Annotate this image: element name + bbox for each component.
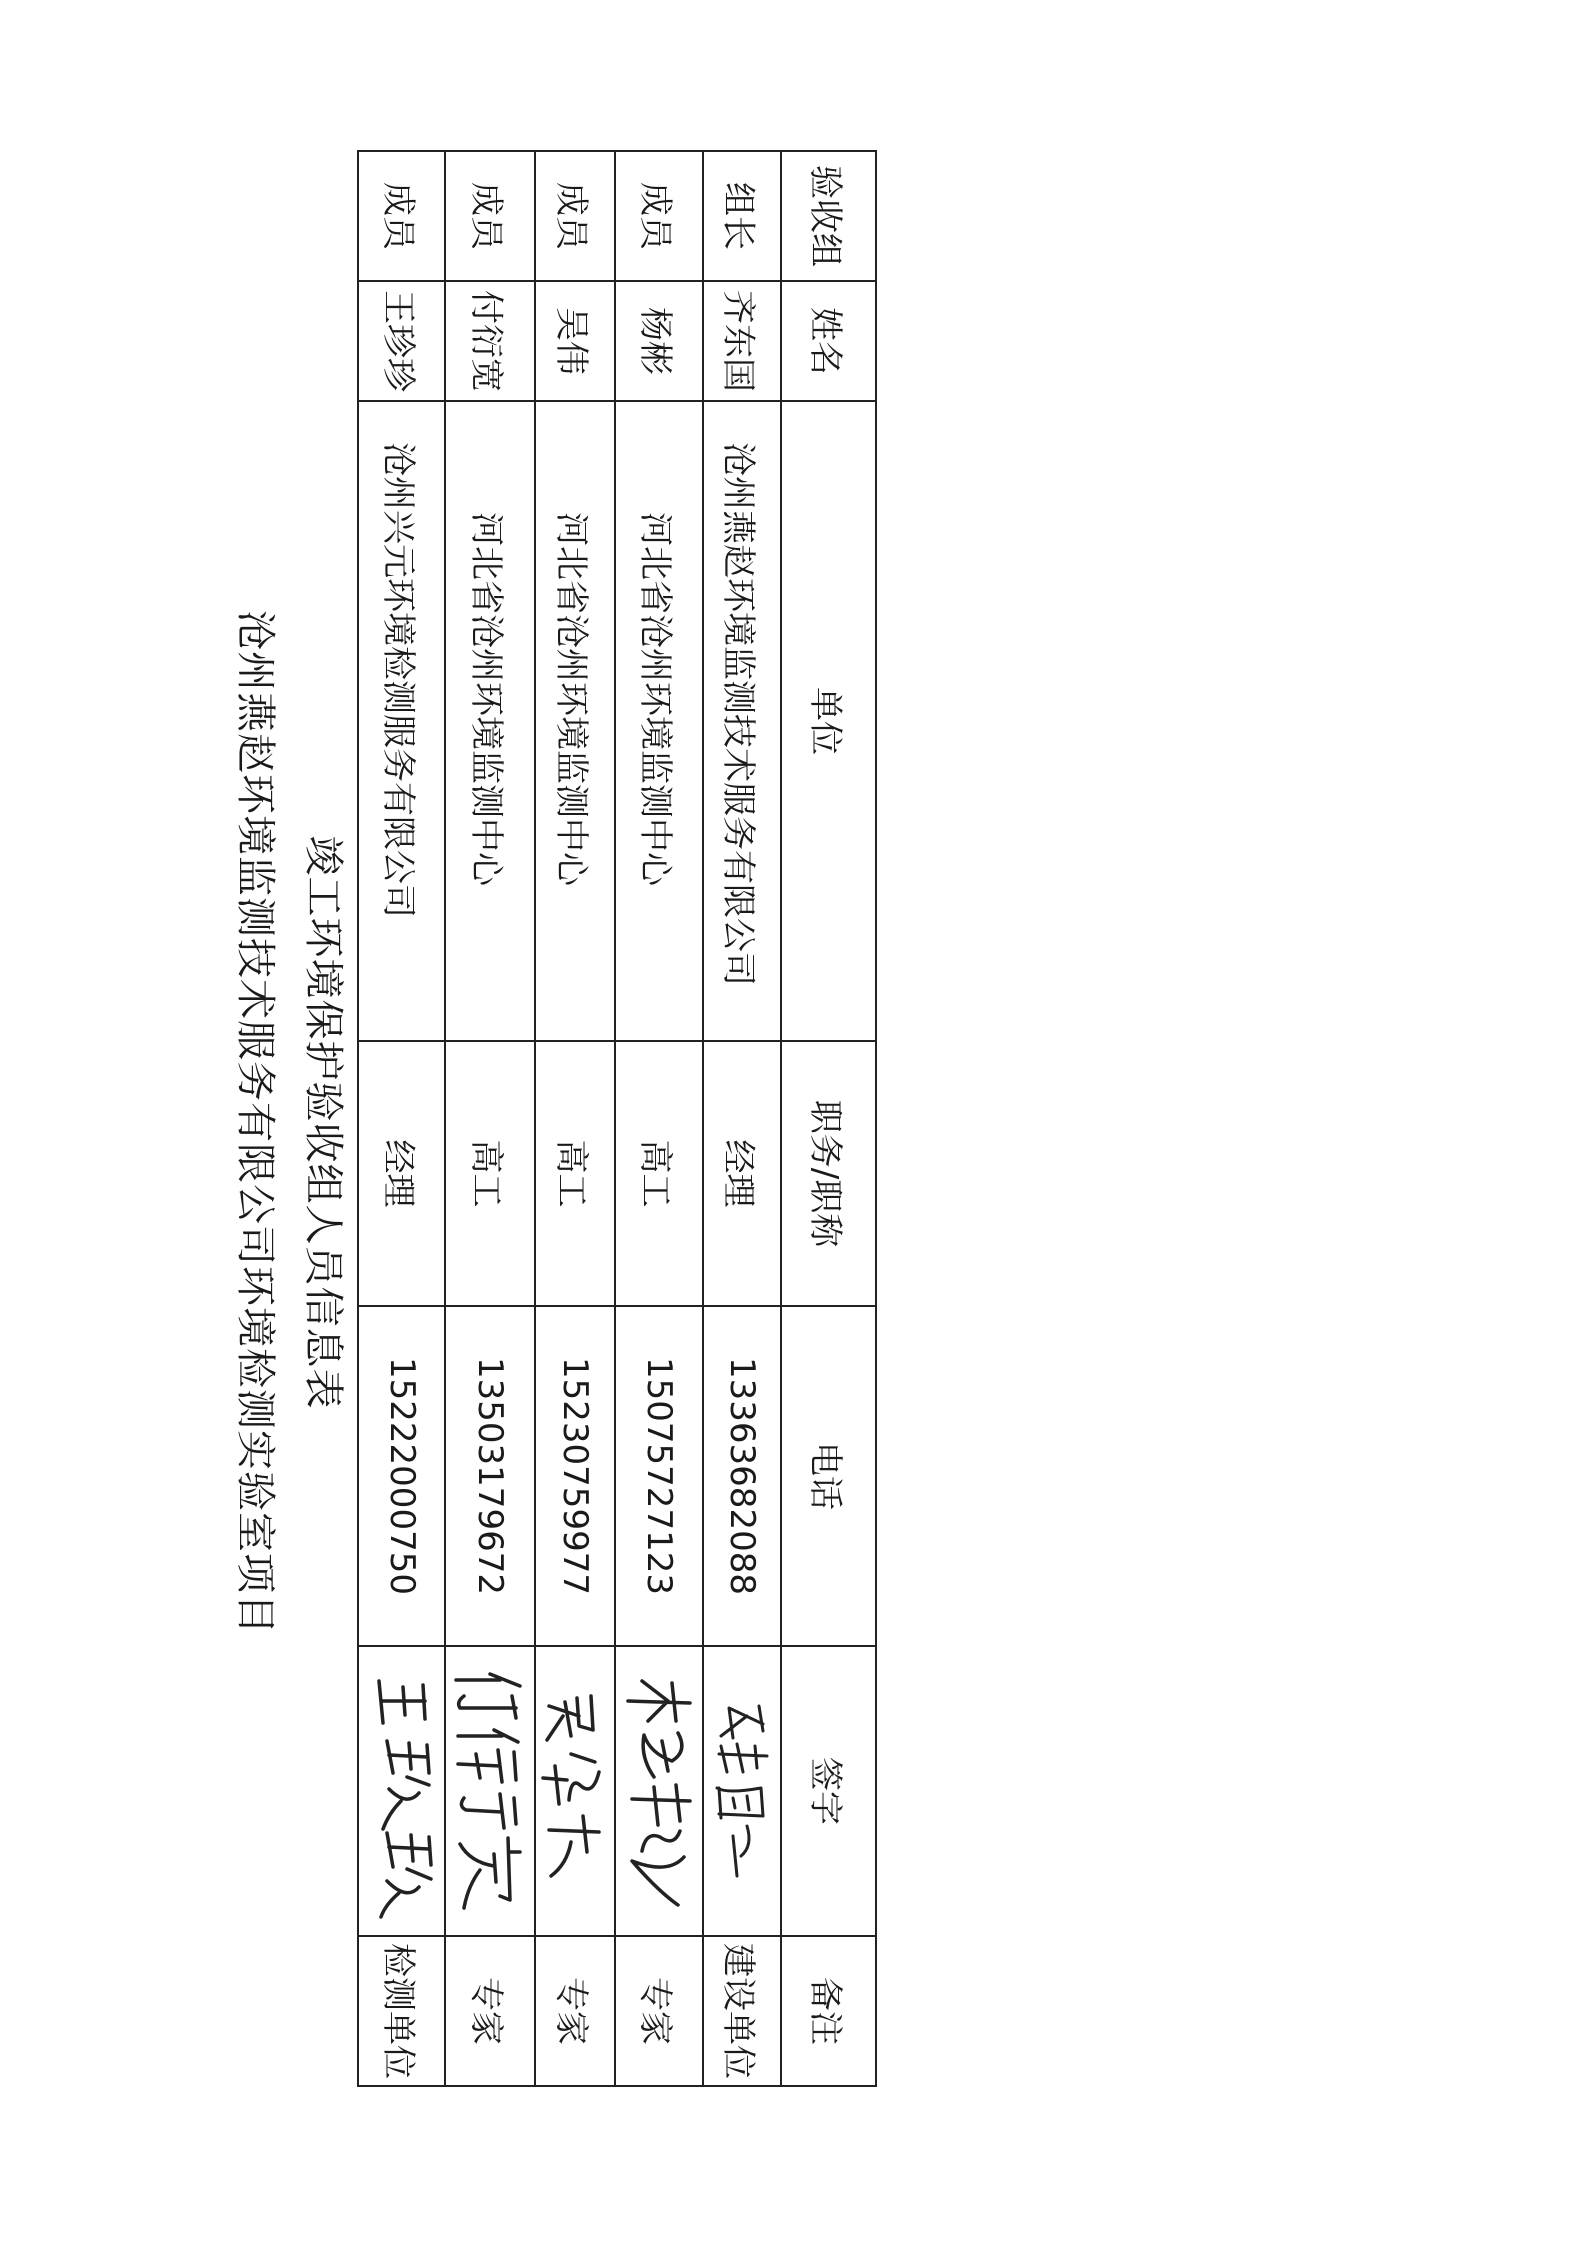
table-header-row [781, 151, 876, 2086]
phone-cell: 13363682088 [703, 1306, 781, 1646]
handwritten-signature [707, 1676, 777, 1906]
document-title: 沧州燕赵环境监测技术服务有限公司环境检测实验室项目 [232, 610, 278, 1635]
header-cell: 姓名 [781, 281, 876, 401]
remark-cell: 检测单位 [358, 1936, 445, 2086]
title-cell: 高工 [615, 1041, 702, 1306]
header-cell: 职务/职称 [781, 1041, 876, 1306]
org-cell: 河北省沧州环境监测中心 [445, 401, 534, 1041]
handwritten-signature [450, 1656, 530, 1926]
table-row [703, 151, 781, 2086]
group-cell: 组长 [703, 151, 781, 281]
header-cell: 备注 [781, 1936, 876, 2086]
phone-cell: 13503179672 [445, 1306, 534, 1646]
document-subtitle: 竣工环境保护验收组人员信息表 [300, 835, 346, 1410]
remark-cell: 专家 [535, 1936, 616, 2086]
org-cell: 河北省沧州环境监测中心 [615, 401, 702, 1041]
remark-cell: 专家 [445, 1936, 534, 2086]
title-cell: 高工 [535, 1041, 616, 1306]
table-row [358, 151, 445, 2086]
signature-cell [445, 1646, 534, 1936]
header-cell: 签字 [781, 1646, 876, 1936]
title-cell: 经理 [358, 1041, 445, 1306]
name-cell: 付衍宽 [445, 281, 534, 401]
remark-cell: 专家 [615, 1936, 702, 2086]
group-cell: 成员 [445, 151, 534, 281]
signature-cell [358, 1646, 445, 1936]
signature-cell [703, 1646, 781, 1936]
handwritten-signature [363, 1661, 441, 1921]
handwritten-signature [539, 1676, 611, 1906]
remark-cell: 建设单位 [703, 1936, 781, 2086]
phone-cell: 15222000750 [358, 1306, 445, 1646]
org-cell: 沧州兴元环境检测服务有限公司 [358, 401, 445, 1041]
header-cell: 电话 [781, 1306, 876, 1646]
header-cell: 单位 [781, 401, 876, 1041]
table-row [535, 151, 616, 2086]
name-cell: 吴伟 [535, 281, 616, 401]
table-row [615, 151, 702, 2086]
name-cell: 齐东国 [703, 281, 781, 401]
personnel-table [357, 150, 877, 2087]
title-cell: 经理 [703, 1041, 781, 1306]
table-row [445, 151, 534, 2086]
title-cell: 高工 [445, 1041, 534, 1306]
handwritten-signature [620, 1661, 698, 1921]
org-cell: 沧州燕赵环境监测技术服务有限公司 [703, 401, 781, 1041]
signature-cell [615, 1646, 702, 1936]
group-cell: 成员 [535, 151, 616, 281]
header-cell: 验收组 [781, 151, 876, 281]
org-cell: 河北省沧州环境监测中心 [535, 401, 616, 1041]
phone-cell: 15230759977 [535, 1306, 616, 1646]
name-cell: 杨彬 [615, 281, 702, 401]
group-cell: 成员 [358, 151, 445, 281]
signature-cell [535, 1646, 616, 1936]
group-cell: 成员 [615, 151, 702, 281]
name-cell: 王珍珍 [358, 281, 445, 401]
phone-cell: 15075727123 [615, 1306, 702, 1646]
